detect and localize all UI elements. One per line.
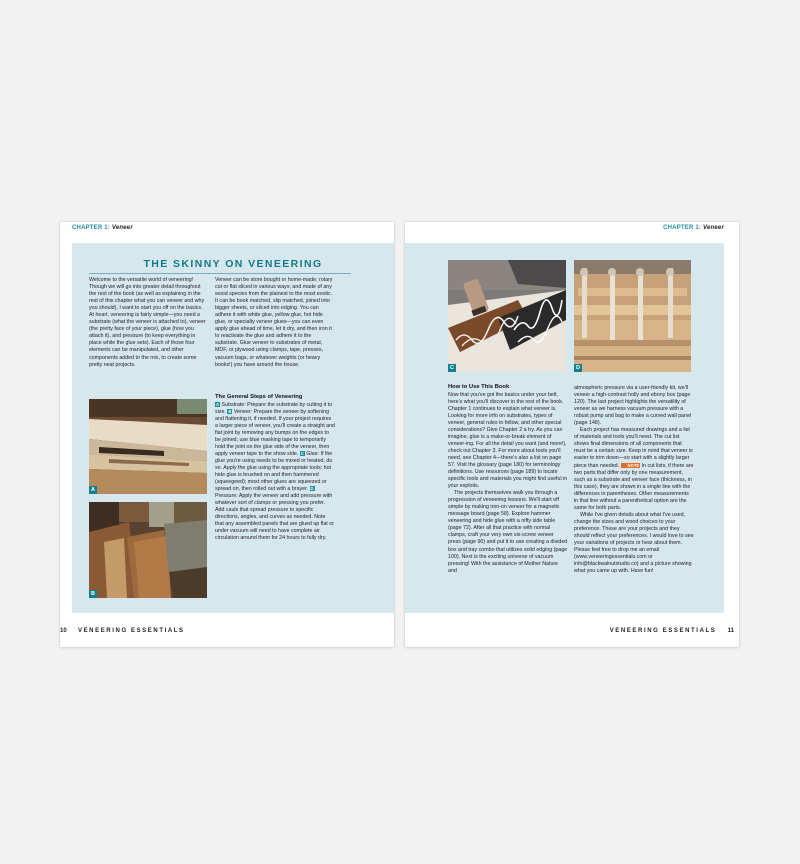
step-a-badge: A: [216, 401, 220, 407]
page-footer: [60, 628, 185, 634]
intro-paragraph-2: Veneer can be store bought or home-made; rotary cut or flat sliced in various ways; and made of any wood species from the plainest to the most exotic. It can be book matched, slip matched, joined into bigger sheets, or sliced into edging. You can adhere it with white glue, yellow glue, hot hide glue, or specialty veneer glues—you can even apply glue ahead of time, let it dry, and then iron it to reactivate the glue and adhere it to the substrate. Glue veneer to substrates of metal, MDF, or plywood using clamps, tape, presses, vacuum bags, or whatever weights (or heavy books!) you have around the house.: [215, 277, 333, 368]
photo-b: [89, 502, 207, 598]
intro-column-2: [215, 277, 335, 369]
page-number: 10: [60, 628, 67, 634]
how-to-column-2: [574, 385, 694, 575]
page-number: 11: [727, 628, 734, 634]
steps-text: [215, 402, 335, 543]
intro-paragraph-1: Welcome to the versatile world of veneering! Though we will go into greater detail throughout the rest of the book (as well as explaining in the rest of this chapter what you can veneer and why you should), I want to start you off on the basics. At heart, veneering is fairly simple—you need a substrate (what the veneer is attached to), veneer (the pretty face of your piece), glue (how you attach it), and pressure (to keep everything in place while the glue sets). Each of those four elements can be manipulated, and other components added to the mix, to create some pretty neat projects.: [89, 277, 206, 368]
how-to-paragraph-5: While I've given details about what I've used, change the sizes and wood choices to your preference. These are your projects and they should reflect your preferences. I would love to see your variations of projects or hear about them. Please feel free to drop me an email (www.veneeringessentials.com or info@blackwalnutstudio.co) and a picture showing what you came up with. Have fun!: [574, 511, 694, 575]
photo-c-label: C: [448, 364, 456, 372]
step-b-text: Veneer: Prepare the veneer by softening and flattening it, if needed. If your project requires a larger piece of veneer, you'll create a straight and flat joint by removing any bumps on the edges to be joined; use blue masking tape to temporarily hold the joint on the glue side of the veneer, then apply veneer tape to the show side.: [215, 408, 335, 457]
photo-a: [89, 399, 207, 494]
chapter-name: Veneer: [111, 225, 133, 231]
note-badge: NOTE: [621, 463, 641, 468]
photo-c: [448, 260, 566, 372]
left-page: [60, 222, 394, 647]
how-to-paragraph-1: Now that you've got the basics under your belt, here's what you'll discover in the rest of the book. Chapter 1 continues to explain what veneer is. Looking for more info on substrates, types of veneer, general rules to follow, and other special considerations? Give Chapter 2 a try. As you can imagine, glue is a make-or-break element of veneer-ing. For all the detail you want (and more!), check out Chapter 3. For more about tools you'll need, see Chapter 4—there's also a list on page 57. Visit the glossary (page 180) for terminology definitions. Use resources (page 189) to locate specific tools and materials you might find useful in your exploits.: [448, 391, 568, 490]
page-title: THE SKINNY ON VENEERING: [143, 258, 323, 270]
photo-a-label: A: [89, 486, 97, 494]
chapter-label: CHAPTER 1:: [663, 225, 702, 231]
chapter-header: [72, 225, 133, 231]
how-to-paragraph-4b: In cut lists, if there are two parts that differ only by one measurement, such as a substrate and veneer face (thickness, in this case), they are shown in a single line with the differences in parentheses. Other measurements in that line without a parenthetical option are the same for both parts.: [574, 462, 694, 511]
footer-title: VENEERING ESSENTIALS: [77, 628, 185, 634]
photo-d: [574, 260, 691, 372]
step-b-badge: B: [228, 408, 232, 414]
step-c-badge: C: [300, 450, 304, 456]
steps-column: [215, 394, 335, 542]
chapter-name: Veneer: [703, 225, 724, 231]
how-to-heading: How to Use This Book: [448, 384, 510, 390]
clamp-press-photo: [574, 260, 691, 372]
chapter-label: CHAPTER 1:: [72, 225, 111, 231]
veneer-sheets-photo: [89, 502, 207, 598]
intro-column-1: [89, 277, 206, 369]
how-to-paragraph-4a: Each project has measured drawings and a list of materials and tools you'll need. The cut list shows final dimensions of all components that must be a certain size. Keep in mind that veneer is easier to trim down—so start with a slightly larger piece than needed.: [574, 427, 693, 469]
how-to-paragraph-3: atmospheric pressure via a user-friendly kit, we'll veneer a high-contrast holly and ebony box (page 120). The last project highlights the versatility of veneer as we harness vacuum pressure with a robust pump and bag to make a curved wall panel (page 148).: [574, 385, 692, 427]
step-d-text: Pressure: Apply the veneer and add pressure with whatever sort of clamps or pressing you prefer. Add cauls that spread pressure to specific directions, angles, and curves as needed. Note that any assembled panels that are glued up flat or under vacuum will need to have complete air circulation around them for 24 hours to fully dry.: [215, 493, 334, 542]
step-c-text: Glue: If the glue you're using needs to be mixed or heated, do so. Apply the glue using the appropriate tools: hot hide glue is brushed on and then hammered (squeegeed); most other glues are squeezed or spread on, then rolled out with a brayer.: [215, 450, 333, 493]
step-a-text: Substrate: Prepare the substrate by cutting it to size.: [215, 401, 333, 415]
title-divider: [89, 273, 351, 274]
right-page: [405, 222, 739, 647]
steps-heading: The General Steps of Veneering: [215, 394, 303, 400]
photo-b-label: B: [89, 590, 97, 598]
photo-d-label: D: [574, 364, 582, 372]
how-to-column-1: [448, 384, 568, 575]
chapter-header: [663, 225, 724, 231]
substrate-boards-photo: [89, 399, 207, 494]
how-to-paragraph-2: The projects themselves walk you through a progression of veneering lessons. We'll start off simple by making iron-on veneer for a magnetic message board (page 58). Explore hammer veneering and hide glue with a nifty side table (page 72). After all that practice with normal clamps, craft your very own six-screw veneer press (page 90) and put it to use creating a divided box and tray combo that utilizes solid edging (page 100). Next is the exciting universe of vacuum pressing! With the assistance of Mother Nature and: [448, 490, 568, 574]
page-footer: [610, 628, 734, 634]
glue-spreading-photo: [448, 260, 566, 372]
how-to-paragraph-4: [574, 427, 694, 512]
footer-title: VENEERING ESSENTIALS: [609, 628, 717, 634]
step-d-badge: D: [310, 486, 314, 492]
